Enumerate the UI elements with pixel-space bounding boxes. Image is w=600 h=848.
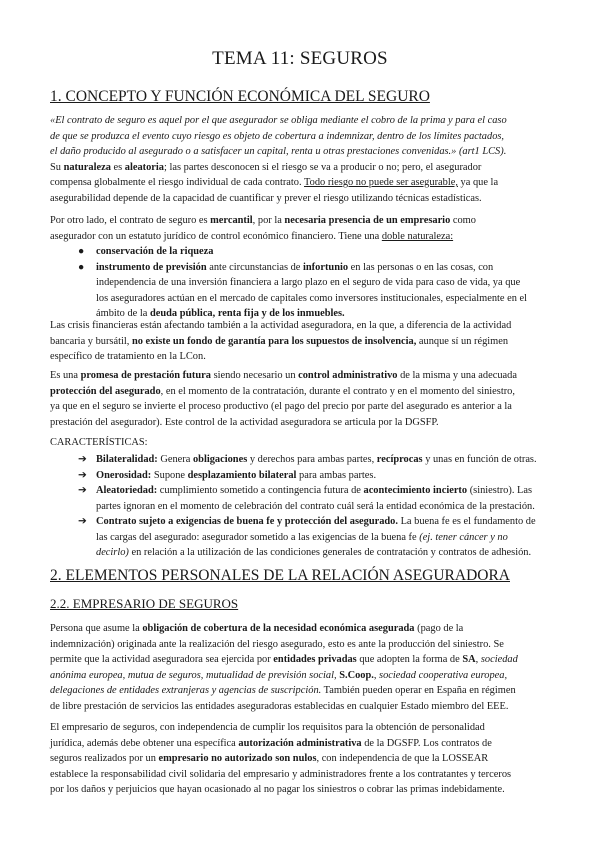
text-fragment: permite que la actividad aseguradora sea ejercida por [50,654,274,665]
text-line [50,160,558,176]
text-line [50,751,558,767]
paragraph-autorizacion [50,720,558,798]
text-line: asegurabilidad depende de la capacidad de cuantificar y prever el riesgo utilizando técnicas estadísticas. [50,192,482,204]
text-fragment: que adopten la forma de [356,654,463,665]
text-fragment: naturaleza [63,161,111,173]
text-line [50,229,558,245]
text-line: partes ignoran en el momento de celebración del contrato cuál será la entidad económica de la prestación. [96,500,535,512]
text-fragment: jurídica, además debe obtener una específica [50,737,239,749]
text-fragment: (pago de la [414,623,464,634]
page-title: TEMA 11: SEGUROS [212,48,388,69]
text-fragment: desplazamiento bilateral [187,469,297,481]
text-fragment: autorización administrativa [238,737,362,749]
text-fragment: compensa globalmente el riesgo individual de cada contrato. [50,177,305,188]
text-fragment: no existe un fondo de garantía para los supuestos de insolvencia, [131,335,417,347]
text-fragment: obligación de cobertura de la necesidad económica asegurada [142,623,415,634]
text-fragment: asegurador con un estatuto jurídico de control económico financiero. Tiene una [50,230,382,242]
text-fragment: y unas en función de otras. [422,454,537,465]
paragraph-crisis [50,318,558,365]
text-fragment: Onerosidad: [96,469,152,481]
text-fragment: delegaciones de entidades extranjeras y agencias de suscripción. [50,685,322,696]
text-line [96,530,560,546]
text-fragment: en las personas o en las cosas, con [348,261,494,273]
text-line [50,668,558,684]
text-fragment: ámbito de la [96,308,150,319]
characteristics-list [70,452,560,561]
text-line [96,452,560,468]
text-line [50,683,558,699]
text-fragment: obligaciones [192,454,248,465]
text-fragment: protección del asegurado [50,385,161,397]
text-fragment: , en el momento de la contratación, durante el contrato y en el momento del siniestro, [160,385,515,397]
text-fragment: ante circunstancias de [206,261,304,273]
characteristics-label: CARACTERÍSTICAS: [50,437,148,448]
text-line: prestación del asegurador). Este control de la actividad aseguradora se articula por la DGSFP. [50,416,439,428]
text-fragment: acontecimiento incierto [363,485,468,496]
text-fragment: las cargas del asegurado: asegurador sometido a las exigencias de la buena fe [96,531,420,543]
text-fragment: es [110,161,125,173]
arrow-icon: ➔ [78,516,87,527]
text-fragment: recíprocas [376,454,423,465]
text-fragment: aleatoria [124,161,165,173]
text-fragment: Su [50,161,64,173]
text-line [50,144,558,160]
text-fragment: para ambas partes. [296,469,377,481]
text-line [96,545,560,561]
text-fragment: seguros realizados por un [50,753,159,764]
text-fragment: Persona que asume la [50,623,143,634]
text-fragment: y derechos para ambas partes, [247,454,377,465]
text-fragment: infortunio [303,261,349,273]
list-item [70,483,560,514]
text-fragment: , con independencia de que la LOSSEAR [316,753,489,764]
text-line [96,260,560,276]
text-line: por los daños y perjuicios que hayan ocasionado al no pagar los siniestros o cobrar las primas indebidamente. [50,784,505,795]
text-line: ya que en el seguro se invierte el proceso productivo (el pago del precio por parte del asegurado es anterior a la [50,401,512,412]
text-fragment: SA [462,654,476,665]
text-fragment: necesaria presencia de un empresario [284,215,451,226]
text-fragment: mercantil [210,215,253,226]
text-line: El empresario de seguros, con independencia de cumplir los requisitos para la obtención de personalidad [50,722,485,733]
paragraph-empresario [50,621,558,714]
text-fragment: Todo riesgo no puede ser asegurable, [304,177,458,188]
text-fragment: como [450,215,476,226]
text-line [96,468,560,484]
text-fragment: , [373,669,380,681]
text-line: de que se produzca el evento cuyo riesgo es objeto de cobertura a indemnizar, dentro de los límites pactados, [50,130,505,142]
text-fragment: deuda pública, renta fija y de los inmuebles. [149,308,345,319]
list-item [70,244,560,260]
text-line [96,244,560,260]
text-fragment: doble naturaleza: [381,230,454,242]
text-fragment: entidades privadas [273,654,357,665]
text-fragment: ; las partes desconocen si el riesgo se va a producir o no; pero, el asegurador [164,161,482,173]
text-fragment: Es una [50,370,81,381]
text-fragment: bancaria y bursátil, [50,335,132,347]
text-fragment: de la misma y una adecuada [397,370,517,381]
list-item [70,260,560,322]
paragraph-promesa [50,368,558,430]
arrow-icon: ➔ [78,485,87,496]
text-fragment: anónima europea, mutua de seguros, mutualidad de previsión social, [50,669,340,681]
arrow-icon: ➔ [78,454,87,465]
list-item [70,468,560,484]
text-fragment: , por la [252,215,285,226]
text-fragment: , [475,654,481,665]
list-item [70,514,560,561]
text-line [50,621,558,637]
text-fragment: cumplimiento sometido a contingencia futura de [157,485,364,496]
text-fragment: de la DGSFP. Los contratos de [361,737,492,749]
list-item [70,452,560,468]
text-line: «El contrato de seguro es aquel por el que asegurador se obliga mediante el cobro de la prima y para el caso [50,115,507,126]
text-fragment: (ej. tener cáncer y no [419,531,508,543]
text-fragment: sociedad [480,654,518,665]
text-fragment: conservación de la riqueza [96,246,214,257]
paragraph-mercantil [50,213,558,244]
text-fragment: control administrativo [298,370,398,381]
text-line [50,736,558,752]
text-fragment: promesa de prestación futura [80,370,211,381]
text-fragment: en relación a la utilización de las condiciones generales de contratación y contratos de adhesión. [128,547,532,558]
text-fragment: Bilateralidad: [96,454,158,465]
text-line: indemnización) originada ante la realización del riesgo asegurado, esto es ante la producción del siniestro. Se [50,638,504,650]
paragraph-definition [50,113,558,206]
text-line [50,175,558,191]
text-fragment: decirlo) [96,547,129,558]
text-fragment: También pueden operar en España en régimen [321,685,516,696]
text-line [96,483,560,499]
text-line [50,334,558,350]
text-fragment: sociedad cooperativa europea, [379,669,508,681]
text-line [50,652,558,668]
text-line [50,213,558,229]
text-line [50,384,558,400]
bullet-icon: ● [78,261,85,273]
text-line [50,368,558,384]
text-line: los aseguradores actúan en el mercado de capitales como inversores institucionales, especialmente en el [96,292,528,304]
text-fragment: ya que la [457,177,499,188]
text-line: Las crisis financieras están afectando también a la actividad aseguradora, en la que, a diferencia de la actividad [50,320,512,331]
text-fragment: Genera [157,454,193,465]
arrow-icon: ➔ [78,469,87,481]
text-fragment: Supone [151,469,188,481]
text-fragment: Contrato sujeto a exigencias de buena fe y protección del asegurado. [96,516,398,527]
bullet-icon: ● [78,246,85,257]
text-line [96,514,560,530]
text-line: establece la responsabilidad civil solidaria del empresario y administradores frente a los contratantes y terceros [50,768,512,780]
text-fragment: el daño producido al asegurado o a satisfacer un capital, renta u otras prestaciones convenidas.» (art1 LCS). [50,146,507,157]
text-fragment: Aleatoriedad: [96,485,158,496]
text-fragment: instrumento de previsión [96,261,207,273]
text-fragment: Por otro lado, el contrato de seguro es [50,215,211,226]
section-heading-concepto: 1. CONCEPTO Y FUNCIÓN ECONÓMICA DEL SEGURO [50,88,430,105]
text-line: específico de tratamiento en la LCon. [50,351,206,362]
subsection-heading-empresario: 2.2. EMPRESARIO DE SEGUROS [50,596,239,611]
text-fragment: (siniestro). Las [467,485,533,496]
text-fragment: S.Coop. [339,669,374,681]
text-line: independencia de una inversión financiera a largo plazo en el seguro de vida para caso de vida, ya que [96,277,521,288]
bullet-list-naturaleza [70,244,560,322]
text-fragment: siendo necesario un [210,370,299,381]
text-line: de libre prestación de servicios las entidades aseguradoras establecidas en cualquier Estado miembro del EEE. [50,700,509,712]
text-fragment: La buena fe es el fundamento de [397,516,536,527]
text-fragment: empresario no autorizado son nulos [158,753,317,764]
text-fragment: aunque sí un régimen [416,335,509,347]
section-heading-elementos: 2. ELEMENTOS PERSONALES DE LA RELACIÓN ASEGURADORA [50,567,510,584]
